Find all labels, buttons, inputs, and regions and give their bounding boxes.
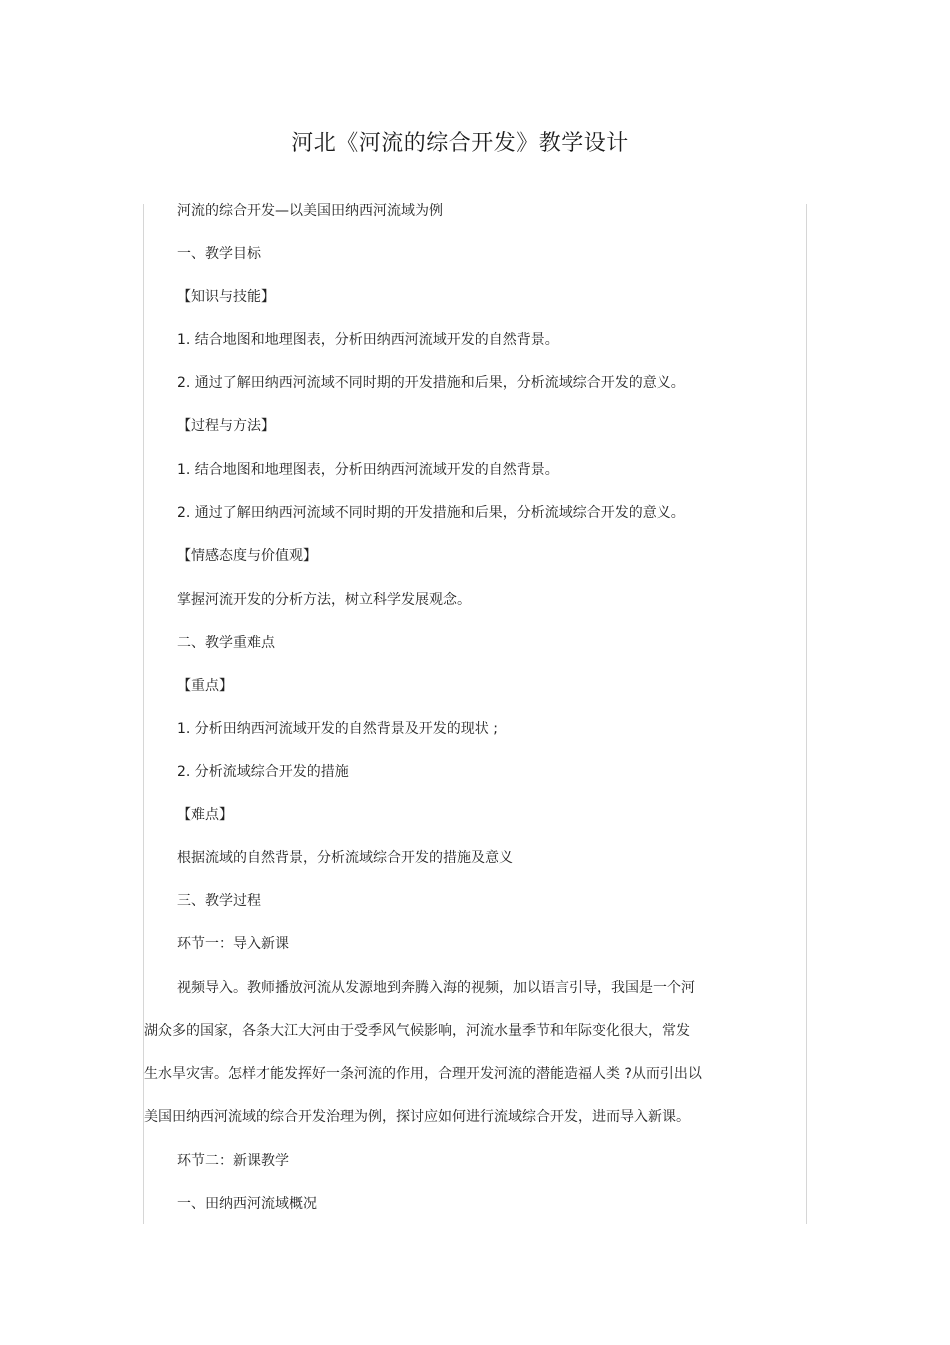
text-line: 美国田纳西河流域的综合开发治理为例，探讨应如何进行流域综合开发，进而导入新课。 <box>144 1109 690 1125</box>
text-line: 根据流域的自然背景，分析流域综合开发的措施及意义 <box>177 850 513 866</box>
text-line: 河流的综合开发—以美国田纳西河流域为例 <box>177 203 443 219</box>
text-line: 三、教学过程 <box>177 893 261 909</box>
text-line: 2. 分析流域综合开发的措施 <box>177 764 349 780</box>
text-line: 生水旱灾害。怎样才能发挥好一条河流的作用，合理开发河流的潜能造福人类 ?从而引出以 <box>144 1066 702 1082</box>
text-line: 【难点】 <box>177 807 233 823</box>
text-line: 湖众多的国家，各条大江大河由于受季风气候影响，河流水量季节和年际变化很大，常发 <box>144 1023 690 1039</box>
text-line: 掌握河流开发的分析方法，树立科学发展观念。 <box>177 592 471 608</box>
text-line: 二、教学重难点 <box>177 635 275 651</box>
text-line: 【过程与方法】 <box>177 418 275 434</box>
text-line: 视频导入。教师播放河流从发源地到奔腾入海的视频，加以语言引导，我国是一个河 <box>177 980 695 996</box>
page-title: 河北《河流的综合开发》教学设计 <box>291 131 629 156</box>
text-line: 【重点】 <box>177 678 233 694</box>
text-line: 1. 结合地图和地理图表，分析田纳西河流域开发的自然背景。 <box>177 462 559 478</box>
text-line: 一、田纳西河流域概况 <box>177 1196 317 1212</box>
text-line: 2. 通过了解田纳西河流域不同时期的开发措施和后果，分析流域综合开发的意义。 <box>177 505 685 521</box>
text-line: 1. 分析田纳西河流域开发的自然背景及开发的现状 ; <box>177 721 498 737</box>
text-line: 一、教学目标 <box>177 246 261 262</box>
text-line: 环节二：新课教学 <box>177 1153 289 1169</box>
text-line: 【知识与技能】 <box>177 289 275 305</box>
text-line: 2. 通过了解田纳西河流域不同时期的开发措施和后果，分析流域综合开发的意义。 <box>177 375 685 391</box>
text-line: 环节一：导入新课 <box>177 936 289 952</box>
text-line: 1. 结合地图和地理图表，分析田纳西河流域开发的自然背景。 <box>177 332 559 348</box>
text-line: 【情感态度与价值观】 <box>177 548 317 564</box>
right-border-line <box>806 204 807 1224</box>
